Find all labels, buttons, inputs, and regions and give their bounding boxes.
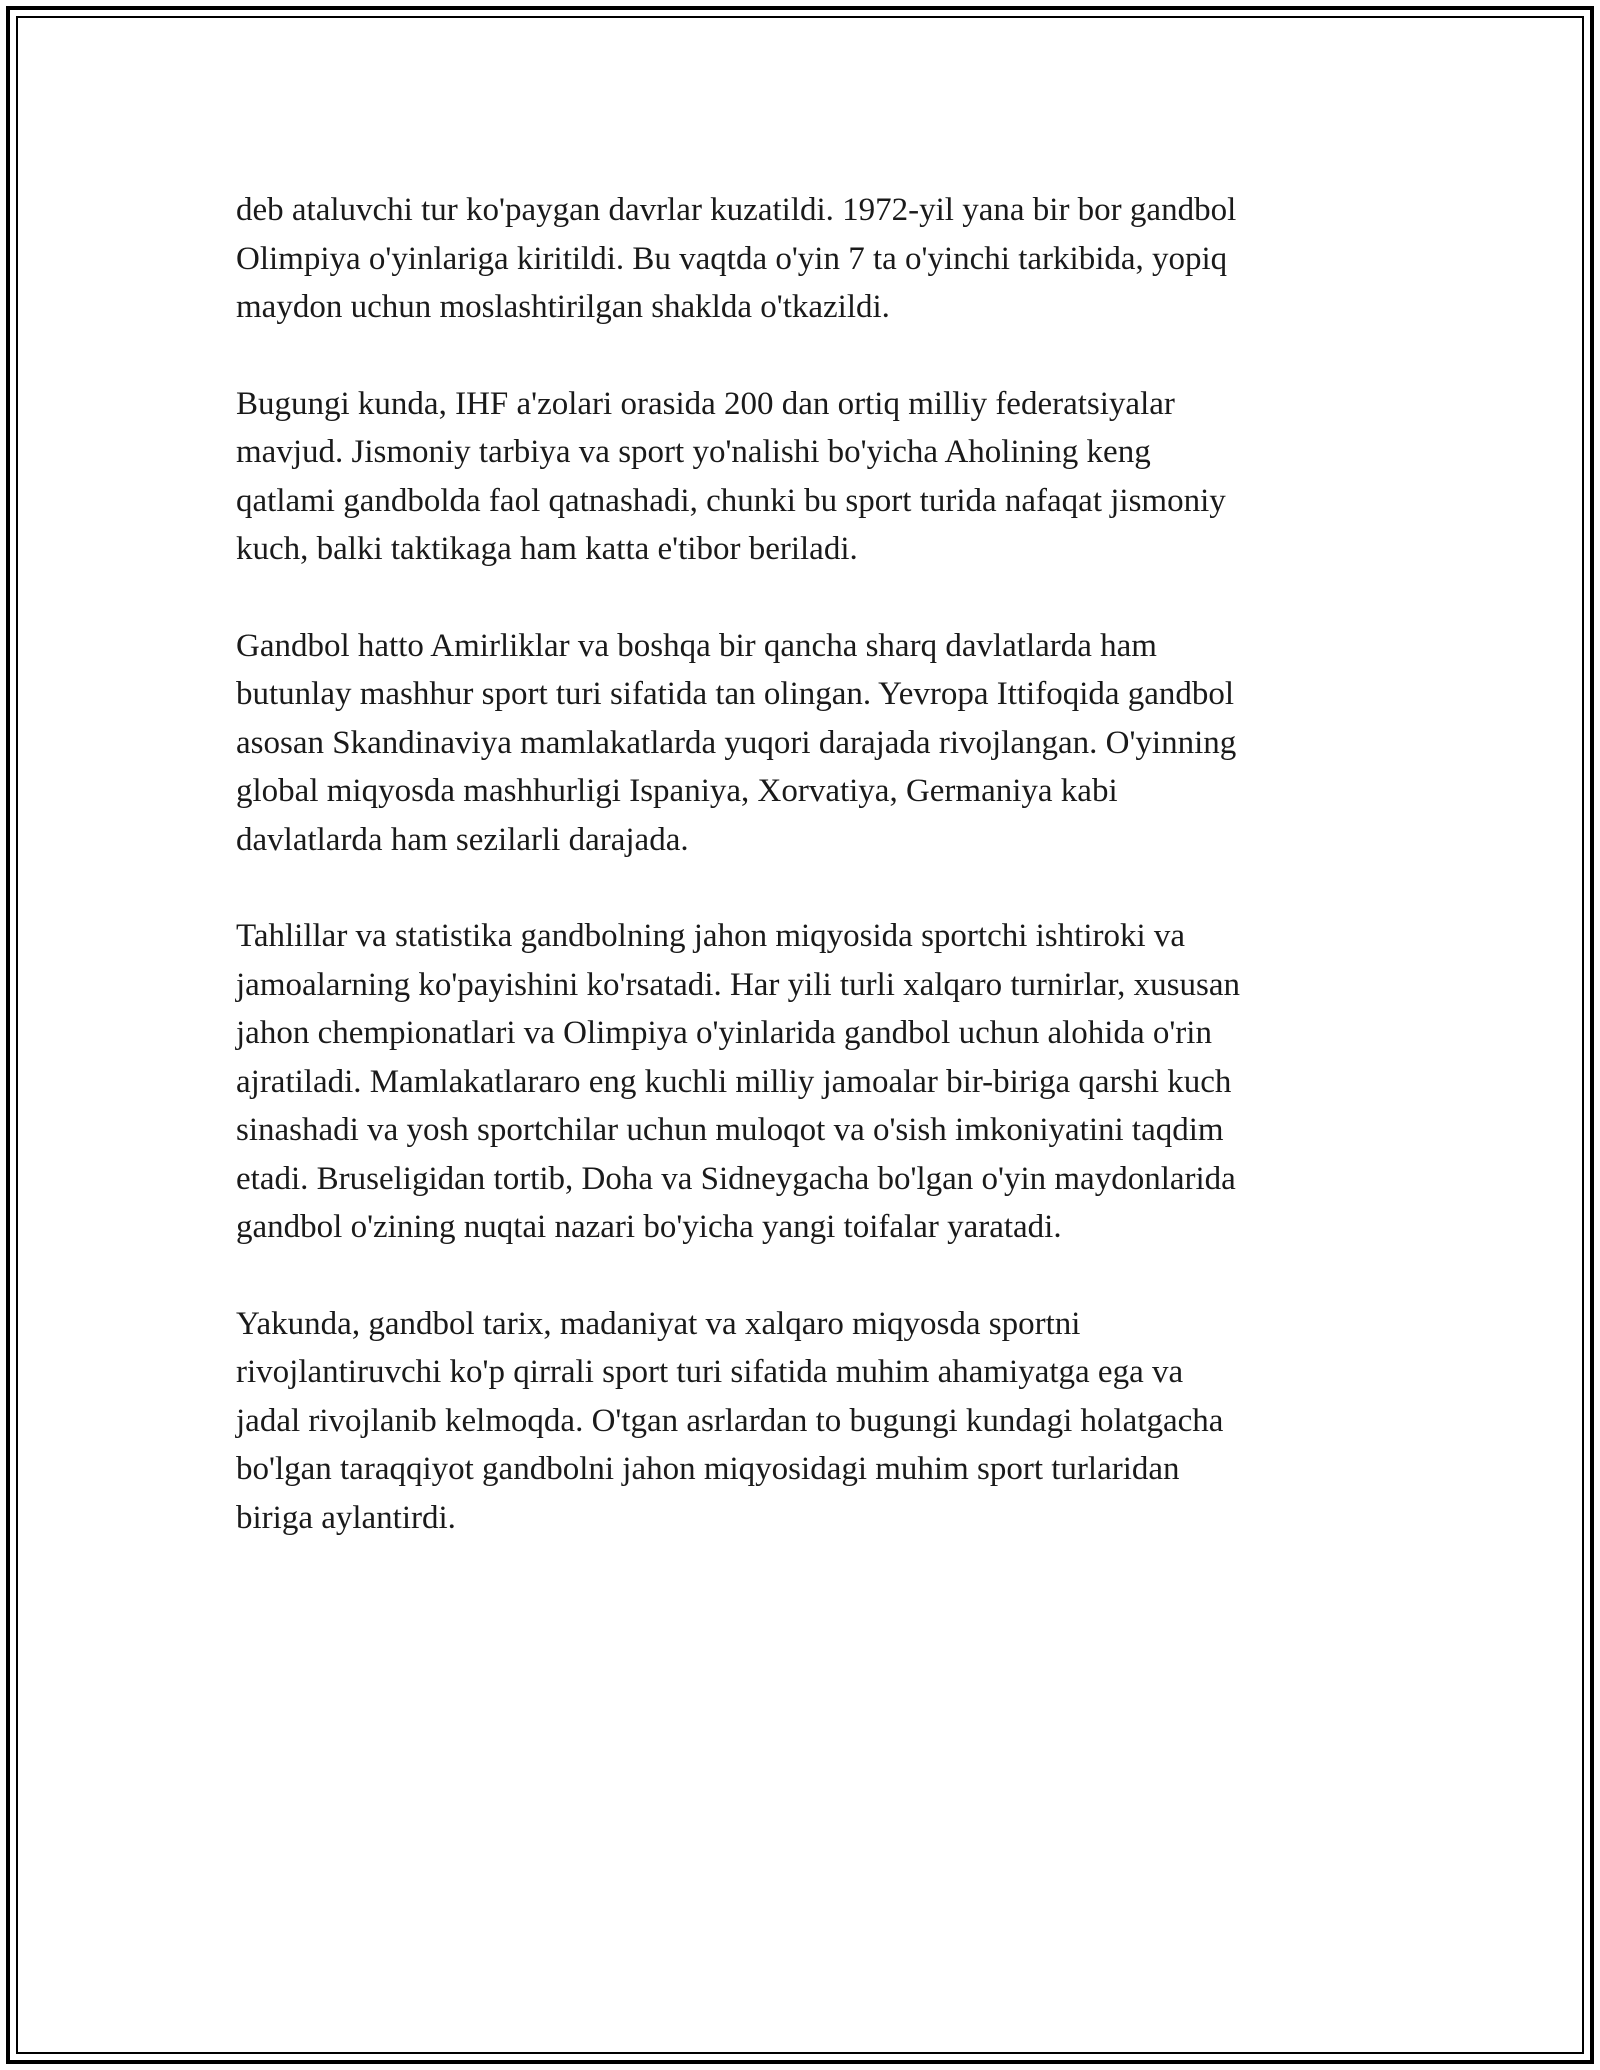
document-body xyxy=(236,186,1356,1590)
text-line: bo'lgan taraqqiyot gandbolni jahon miqyosidagi muhim sport turlaridan xyxy=(236,1451,1180,1487)
text-line: butunlay mashhur sport turi sifatida tan olingan. Yevropa Ittifoqida gandbol xyxy=(236,676,1235,712)
text-line: qatlami gandbolda faol qatnashadi, chunki bu sport turida nafaqat jismoniy xyxy=(236,482,1226,519)
text-line: maydon uchun moslashtirilgan shaklda o'tkazildi. xyxy=(236,289,890,325)
text-line: kuch, balki taktikaga ham katta e'tibor beriladi. xyxy=(236,531,858,567)
text-line: mavjud. Jismoniy tarbiya va sport yo'nalishi bo'yicha Aholining keng xyxy=(236,434,1151,470)
text-line: biriga aylantirdi. xyxy=(236,1499,456,1536)
text-line: sinashadi va yosh sportchilar uchun muloqot va o'sish imkoniyatini taqdim xyxy=(236,1112,1224,1148)
text-line: ajratiladi. Mamlakatlararo eng kuchli milliy jamoalar bir-biriga qarshi kuch xyxy=(236,1063,1232,1100)
text-line: jadal rivojlanib kelmoqda. O'tgan asrlardan to bugungi kundagi holatgacha xyxy=(236,1402,1224,1439)
paragraph-statistics-tournaments xyxy=(236,912,1356,1252)
text-line: asosan Skandinaviya mamlakatlarda yuqori darajada rivojlangan. O'yinning xyxy=(236,724,1237,761)
text-line: Gandbol hatto Amirliklar va boshqa bir qancha sharq davlatlarda ham xyxy=(236,627,1157,664)
paragraph-conclusion xyxy=(236,1300,1356,1543)
paragraph-global-popularity xyxy=(236,622,1356,865)
text-line: davlatlarda ham sezilarli darajada. xyxy=(236,821,689,858)
text-line: rivojlantiruvchi ko'p qirrali sport turi sifatida muhim ahamiyatga ega va xyxy=(236,1354,1184,1390)
text-line: Yakunda, gandbol tarix, madaniyat va xalqaro miqyosda sportni xyxy=(236,1305,1081,1342)
text-line: Olimpiya o'yinlariga kiritildi. Bu vaqtda o'yin 7 ta o'yinchi tarkibida, yopiq xyxy=(236,240,1228,277)
text-line: deb ataluvchi tur ko'paygan davrlar kuzatildi. 1972-yil yana bir bor gandbol xyxy=(236,192,1237,228)
paragraph-olympic-history xyxy=(236,186,1356,332)
text-line: jahon chempionatlari va Olimpiya o'yinlarida gandbol uchun alohida o'rin xyxy=(236,1015,1212,1051)
paragraph-ihf-federations xyxy=(236,380,1356,574)
text-line: etadi. Bruseligidan tortib, Doha va Sidneygacha bo'lgan o'yin maydonlarida xyxy=(236,1160,1236,1197)
text-line: Tahlillar va statistika gandbolning jahon miqyosida sportchi ishtiroki va xyxy=(236,918,1186,954)
text-line: Bugungi kunda, IHF a'zolari orasida 200 dan ortiq milliy federatsiyalar xyxy=(236,385,1175,422)
text-line: global miqyosda mashhurligi Ispaniya, Xorvatiya, Germaniya kabi xyxy=(236,773,1118,809)
text-line: jamoalarning ko'payishini ko'rsatadi. Har yili turli xalqaro turnirlar, xususan xyxy=(236,966,1241,1003)
text-line: gandbol o'zining nuqtai nazari bo'yicha yangi toifalar yaratadi. xyxy=(236,1209,1062,1245)
